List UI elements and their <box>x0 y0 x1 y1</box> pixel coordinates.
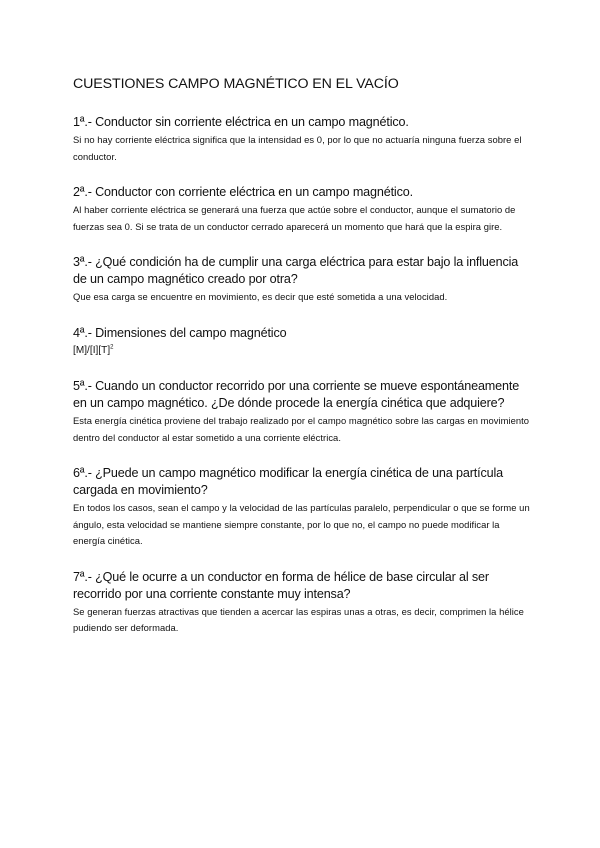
formula-base: [M]/[I][T] <box>73 344 111 356</box>
question-block-6 <box>73 465 531 550</box>
answer-text: Que esa carga se encuentre en movimiento, es decir que esté sometida a una velocidad. <box>73 291 448 302</box>
question-block-5 <box>73 378 531 446</box>
document-title: CUESTIONES CAMPO MAGNÉTICO EN EL VACÍO <box>73 76 399 92</box>
question-heading: 4ª.- Dimensiones del campo magnético <box>73 325 287 340</box>
question-heading: 5ª.- Cuando un conductor recorrido por una corriente se mueve espontáneamente en un campo magnético. ¿De dónde procede la energía cinética que adquiere? <box>73 379 520 410</box>
question-heading: 3ª.- ¿Qué condición ha de cumplir una carga eléctrica para estar bajo la influencia de un campo magnético creado por otra? <box>73 255 519 286</box>
question-block-1 <box>73 114 531 165</box>
question-block-2 <box>73 184 531 235</box>
question-block-3 <box>73 254 531 306</box>
question-block-4 <box>73 325 531 360</box>
dimension-formula <box>73 343 531 360</box>
answer-text: Al haber corriente eléctrica se generará una fuerza que actúe sobre el conductor, aunque el sumatorio de fuerzas sea 0. Si se trata de un conductor cerrado aparecerá un momento que hará que la espira gire. <box>73 204 516 232</box>
question-heading: 6ª.- ¿Puede un campo magnético modificar la energía cinética de una partícula cargada en movimiento? <box>73 466 503 497</box>
answer-text: Esta energía cinética proviene del trabajo realizado por el campo magnético sobre las cargas en movimiento dentro del conductor al estar sometido a una corriente eléctrica. <box>73 415 530 443</box>
answer-text: En todos los casos, sean el campo y la velocidad de las partículas paralelo, perpendicular o que se forme un ángulo, esta velocidad se mantiene siempre constante, por lo que no, el campo no puede modificar la energía cinética. <box>73 502 530 546</box>
formula-exponent: 2 <box>110 344 114 351</box>
answer-text: Se generan fuerzas atractivas que tienden a acercar las espiras unas a otras, es decir, comprimen la hélice pudiendo ser deformada. <box>73 605 524 633</box>
document-page <box>73 76 531 656</box>
question-heading: 1ª.- Conductor sin corriente eléctrica en un campo magnético. <box>73 115 409 129</box>
question-heading: 2ª.- Conductor con corriente eléctrica en un campo magnético. <box>73 185 413 199</box>
answer-text: Si no hay corriente eléctrica significa que la intensidad es 0, por lo que no actuaría ninguna fuerza sobre el conductor. <box>73 134 522 162</box>
question-heading: 7ª.- ¿Qué le ocurre a un conductor en forma de hélice de base circular al ser recorrido por una corriente constante muy intensa? <box>73 569 489 601</box>
question-block-7 <box>73 569 531 637</box>
